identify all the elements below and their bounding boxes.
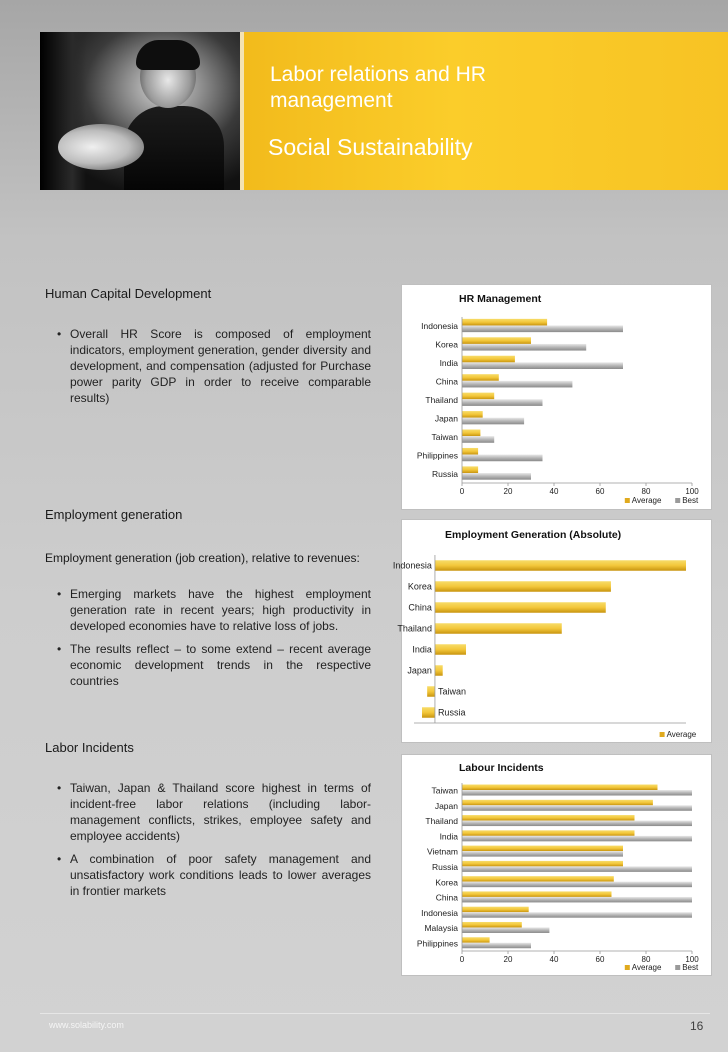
employment-bullet: • The results reflect – to some extend – recent average economic development trends in the respective countries — [45, 641, 371, 689]
category-label: Indonesia — [392, 560, 432, 571]
legend-label: Average — [666, 730, 697, 739]
bar-average — [462, 411, 483, 418]
category-label: Russia — [432, 468, 458, 479]
hcd-bullet-list — [45, 326, 371, 413]
bar-best — [462, 927, 549, 932]
bar-average — [422, 707, 435, 718]
labor-bullet-list — [45, 780, 371, 906]
footer-divider — [40, 1013, 710, 1014]
chart-title: Labour Incidents — [459, 762, 544, 774]
bar-average — [462, 356, 515, 363]
bar-best — [462, 866, 692, 871]
bar-best — [462, 790, 692, 795]
bar-average — [462, 337, 531, 344]
category-label: Thailand — [425, 816, 458, 827]
footer-url: www.solability.com — [49, 1020, 124, 1030]
header-photo — [40, 32, 240, 190]
bar-best — [462, 418, 524, 425]
bar-best — [462, 473, 531, 480]
category-label: Russia — [432, 862, 458, 872]
x-tick-label: 40 — [549, 487, 559, 496]
bar-average — [462, 861, 623, 866]
bar-average — [462, 937, 490, 942]
category-label: Taiwan — [431, 785, 458, 796]
bar-average — [435, 560, 686, 571]
bar-best — [462, 912, 692, 917]
bar-average — [462, 907, 529, 912]
section-heading-hcd: Human Capital Development — [45, 286, 212, 301]
x-tick-label: 40 — [549, 955, 559, 964]
bar-best — [462, 455, 543, 462]
page-title: Labor relations and HR management — [270, 63, 486, 112]
x-tick-label: 100 — [685, 487, 699, 496]
chart-title: Employment Generation (Absolute) — [445, 529, 622, 541]
bar-average — [462, 448, 478, 455]
bar-average — [435, 581, 611, 592]
bar-best — [462, 836, 692, 841]
category-label: China — [435, 892, 458, 903]
hr-management-chart-svg — [402, 285, 711, 509]
category-label: China — [435, 376, 458, 387]
category-label: Korea — [435, 339, 458, 350]
bar-best — [462, 943, 531, 948]
legend-swatch — [625, 498, 630, 503]
bar-average — [462, 800, 653, 805]
photo-baby — [58, 124, 144, 170]
chart-employment-generation — [392, 519, 712, 743]
category-label: Thailand — [397, 623, 432, 634]
bar-best — [462, 325, 623, 332]
bar-average — [462, 815, 635, 820]
bar-average — [462, 922, 522, 927]
bar-average — [462, 319, 547, 326]
category-label: Japan — [434, 800, 458, 811]
category-label: Philippines — [416, 938, 458, 949]
bar-best — [462, 897, 692, 902]
bar-best — [462, 851, 623, 856]
category-label: Taiwan — [437, 686, 466, 697]
bar-best — [462, 882, 692, 887]
chart-hr-management — [401, 284, 712, 510]
legend-swatch — [675, 498, 680, 503]
category-label: Taiwan — [431, 431, 458, 442]
category-label: India — [412, 644, 432, 655]
x-tick-label: 80 — [641, 487, 651, 496]
bar-best — [462, 821, 692, 826]
legend-swatch — [660, 732, 665, 737]
labor-bullet: • Taiwan, Japan & Thailand score highest in terms of incident-free labor relations (including labor-management conflicts, strikes, employee safety and employee accidents) — [45, 780, 371, 844]
bar-average — [462, 393, 494, 400]
x-tick-label: 80 — [641, 955, 651, 964]
bar-average — [435, 623, 562, 634]
x-tick-label: 60 — [595, 487, 605, 496]
category-label: Russia — [437, 707, 466, 718]
category-label: Indonesia — [421, 907, 458, 918]
bar-average — [462, 430, 480, 437]
bar-average — [435, 644, 466, 655]
bar-average — [427, 686, 435, 697]
legend-label: Average — [631, 963, 662, 972]
category-label: Japan — [407, 665, 432, 676]
legend-label: Average — [631, 496, 662, 505]
employment-intro: Employment generation (job creation), relative to revenues: — [45, 551, 360, 565]
category-label: Indonesia — [421, 321, 458, 332]
x-tick-label: 20 — [503, 487, 513, 496]
x-tick-label: 0 — [459, 955, 465, 964]
category-label: India — [439, 831, 458, 842]
chart-title: HR Management — [459, 293, 542, 305]
category-label: Vietnam — [426, 846, 458, 857]
employment-bullet-list — [45, 586, 371, 696]
hcd-bullet: • Overall HR Score is composed of employment indicators, employment generation, gender diversity and development, and compensation (adjusted for Purchase power parity GDP in order to receive comparable results) — [45, 326, 371, 406]
bar-average — [462, 785, 658, 790]
bar-average — [462, 466, 478, 473]
bar-average — [462, 891, 612, 896]
employment-generation-chart-svg — [392, 520, 711, 742]
section-heading-labor: Labor Incidents — [45, 740, 134, 755]
page-number: 16 — [690, 1019, 704, 1033]
legend-label: Best — [682, 963, 699, 972]
x-tick-label: 100 — [685, 955, 699, 964]
photo-child-hair — [136, 40, 200, 70]
employment-bullet: • Emerging markets have the highest employment generation rate in recent years; high productivity in developed economies have to relative loss of jobs. — [45, 586, 371, 634]
category-label: China — [408, 602, 432, 613]
bar-best — [462, 399, 543, 406]
bar-best — [462, 362, 623, 369]
bar-average — [435, 602, 606, 613]
category-label: Philippines — [416, 450, 458, 461]
bar-best — [462, 381, 572, 388]
legend-label: Best — [682, 496, 699, 505]
chart-labour-incidents — [401, 754, 712, 976]
bar-average — [462, 830, 635, 835]
section-heading-employment: Employment generation — [45, 507, 183, 522]
bar-best — [462, 344, 586, 351]
category-label: Malaysia — [424, 923, 458, 934]
category-label: Japan — [434, 413, 458, 424]
category-label: Thailand — [425, 395, 458, 405]
bar-average — [462, 846, 623, 851]
bar-average — [462, 876, 614, 881]
labour-incidents-chart-svg — [402, 755, 711, 975]
x-tick-label: 0 — [459, 487, 465, 496]
bar-best — [462, 805, 692, 810]
category-label: Korea — [435, 877, 458, 888]
legend-swatch — [625, 965, 630, 970]
labor-bullet: • A combination of poor safety management and unsatisfactory work conditions leads to lower averages in frontier markets — [45, 851, 371, 899]
legend-swatch — [675, 965, 680, 970]
x-tick-label: 20 — [503, 955, 513, 964]
bar-best — [462, 436, 494, 443]
x-tick-label: 60 — [595, 955, 605, 964]
bar-average — [435, 665, 443, 676]
banner-separator — [240, 32, 244, 190]
category-label: India — [439, 358, 458, 369]
bar-average — [462, 374, 499, 381]
page-subtitle: Social Sustainability — [268, 134, 473, 160]
category-label: Korea — [407, 581, 432, 592]
